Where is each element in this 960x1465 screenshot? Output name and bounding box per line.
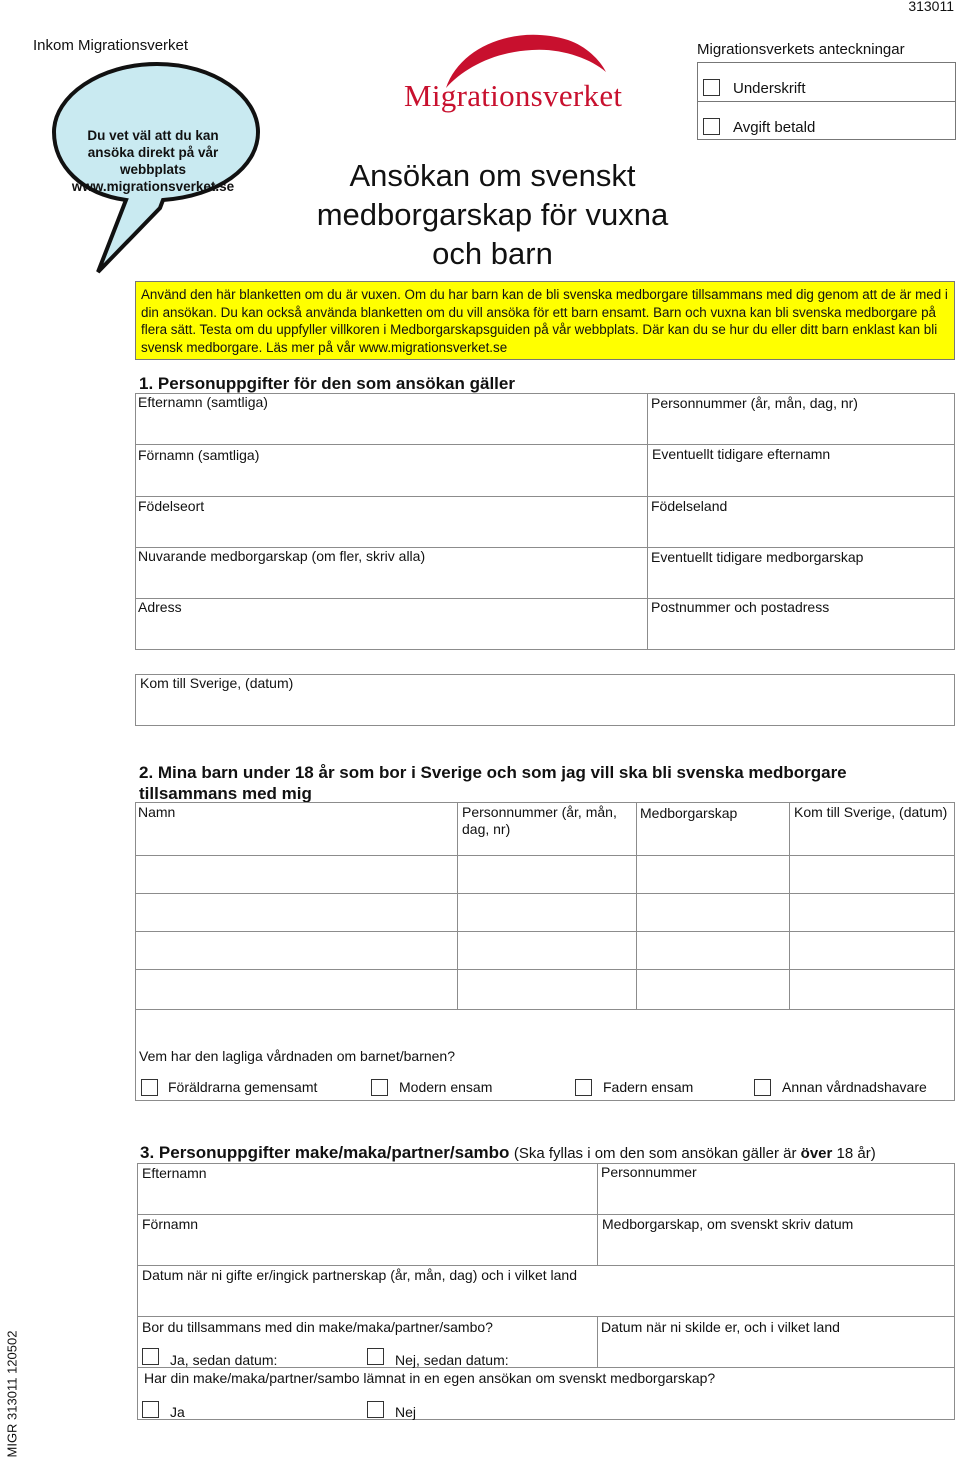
notes-row xyxy=(697,62,956,102)
first-name-field[interactable]: Förnamn (samtliga) xyxy=(138,447,260,463)
section3-heading-row xyxy=(140,1142,876,1163)
section3-note xyxy=(514,1145,876,1162)
partner-personal-number-field[interactable]: Personnummer xyxy=(601,1164,697,1180)
bubble-line: www.migrationsverket.se xyxy=(71,179,235,194)
previous-surname-field[interactable]: Eventuellt tidigare efternamn xyxy=(652,446,831,462)
title-line: och barn xyxy=(432,236,553,271)
custody-question: Vem har den lagliga vårdnaden om barnet/barnen? xyxy=(139,1048,455,1064)
partner-first-name-field[interactable]: Förnamn xyxy=(142,1216,199,1232)
previous-citizenship-field[interactable]: Eventuellt tidigare medborgarskap xyxy=(651,549,864,565)
living-yes-label: Ja, sedan datum: xyxy=(170,1352,278,1368)
custody-both-checkbox[interactable] xyxy=(141,1079,158,1096)
incoming-label: Inkom Migrationsverket xyxy=(33,37,189,54)
living-yes-checkbox[interactable] xyxy=(142,1348,159,1365)
living-no-checkbox[interactable] xyxy=(367,1348,384,1365)
partner-surname-field[interactable]: Efternamn xyxy=(142,1165,207,1181)
bubble-line: ansöka direkt på vår xyxy=(87,145,219,160)
section3-note-pre: (Ska fyllas i om den som ansökan gäller är xyxy=(513,1145,801,1162)
section1-grid xyxy=(135,393,955,650)
custody-other-checkbox[interactable] xyxy=(754,1079,771,1096)
arrival-date-box[interactable] xyxy=(135,674,955,726)
page-title xyxy=(280,156,705,273)
own-application-question: Har din make/maka/partner/sambo lämnat in en egen ansökan om svenskt medborgarskap? xyxy=(144,1370,716,1386)
bubble-text xyxy=(58,127,248,195)
divorce-date-field[interactable]: Datum när ni skilde er, och i vilket land xyxy=(601,1319,840,1335)
own-app-no-checkbox[interactable] xyxy=(367,1401,384,1418)
own-app-no-label: Nej xyxy=(395,1404,417,1420)
section2-heading-line: 2. Mina barn under 18 år som bor i Sverige och som jag vill ska bli svenska medborgare xyxy=(139,763,847,782)
custody-option: Föräldrarna gemensamt xyxy=(168,1079,318,1095)
logo-text: Migrationsverket xyxy=(404,78,623,113)
notes-row xyxy=(697,101,956,140)
partner-citizenship-field[interactable]: Medborgarskap, om svenskt skriv datum xyxy=(602,1216,854,1232)
custody-father-checkbox[interactable] xyxy=(575,1079,592,1096)
living-together-question: Bor du tillsammans med din make/maka/partner/sambo? xyxy=(142,1319,493,1335)
bubble-line: Du vet väl att du kan xyxy=(87,128,219,143)
notes-item-label: Underskrift xyxy=(733,80,806,97)
col-citizenship: Medborgarskap xyxy=(640,805,738,821)
notes-item-label: Avgift betald xyxy=(733,119,816,136)
custody-option: Modern ensam xyxy=(399,1079,493,1095)
intro-box xyxy=(135,281,955,360)
custody-option: Fadern ensam xyxy=(603,1079,694,1095)
marriage-date-field[interactable]: Datum när ni gifte er/ingick partnerskap (år, mån, dag) och i vilket land xyxy=(142,1267,577,1283)
section3-note-bold: över xyxy=(800,1145,833,1162)
section2-heading xyxy=(139,762,847,804)
underskrift-checkbox[interactable] xyxy=(703,79,720,96)
postal-field[interactable]: Postnummer och postadress xyxy=(651,599,830,615)
arrival-date-label: Kom till Sverige, (datum) xyxy=(140,675,294,691)
custody-option: Annan vårdnadshavare xyxy=(782,1079,927,1095)
birthplace-field[interactable]: Födelseort xyxy=(138,498,205,514)
custody-mother-checkbox[interactable] xyxy=(371,1079,388,1096)
col-personal-number: Personnummer (år, mån, dag, nr) xyxy=(462,804,617,837)
avgift-checkbox[interactable] xyxy=(703,118,720,135)
col-arrival: Kom till Sverige, (datum) xyxy=(794,804,948,820)
title-line: Ansökan om svenskt xyxy=(349,158,636,193)
intro-text: Använd den här blanketten om du är vuxen. Om du har barn kan de bli svenska medborgare tillsammans med dig genom att de är med i din ansökan. Du kan också använda blanketten om du vill ansöka för ett barn ensamt. Barn och vuxna kan bli svenska medborgare på flera sätt. Testa om du uppfyller villkoren i Medborgarskapsguiden på vår webbplats. Där kan du se hur du eller ditt barn enklast kan bli svensk medborgare. Läs mer på vår www.migrationsverket.se xyxy=(141,287,948,355)
birth-country-field[interactable]: Födelseland xyxy=(651,498,728,514)
surname-field[interactable]: Efternamn (samtliga) xyxy=(138,394,268,410)
section2-heading-line: tillsammans med mig xyxy=(139,784,312,803)
form-number: 313011 xyxy=(908,0,954,14)
footer-code: MIGR 313011 120502 xyxy=(4,1330,20,1458)
address-field[interactable]: Adress xyxy=(138,599,182,615)
citizenship-field[interactable]: Nuvarande medborgarskap (om fler, skriv alla) xyxy=(138,548,426,564)
own-app-yes-label: Ja xyxy=(170,1404,185,1420)
own-app-yes-checkbox[interactable] xyxy=(142,1401,159,1418)
section1-heading: 1. Personuppgifter för den som ansökan gäller xyxy=(139,374,515,393)
section3-heading: 3. Personuppgifter make/maka/partner/sambo xyxy=(140,1143,510,1162)
living-no-label: Nej, sedan datum: xyxy=(395,1352,509,1368)
personal-number-field[interactable]: Personnummer (år, mån, dag, nr) xyxy=(651,395,858,411)
title-line: medborgarskap för vuxna xyxy=(316,197,669,232)
section3-note-post: 18 år) xyxy=(832,1145,876,1162)
col-name: Namn xyxy=(138,804,176,820)
bubble-line: webbplats xyxy=(119,162,186,177)
notes-title: Migrationsverkets anteckningar xyxy=(697,41,905,58)
